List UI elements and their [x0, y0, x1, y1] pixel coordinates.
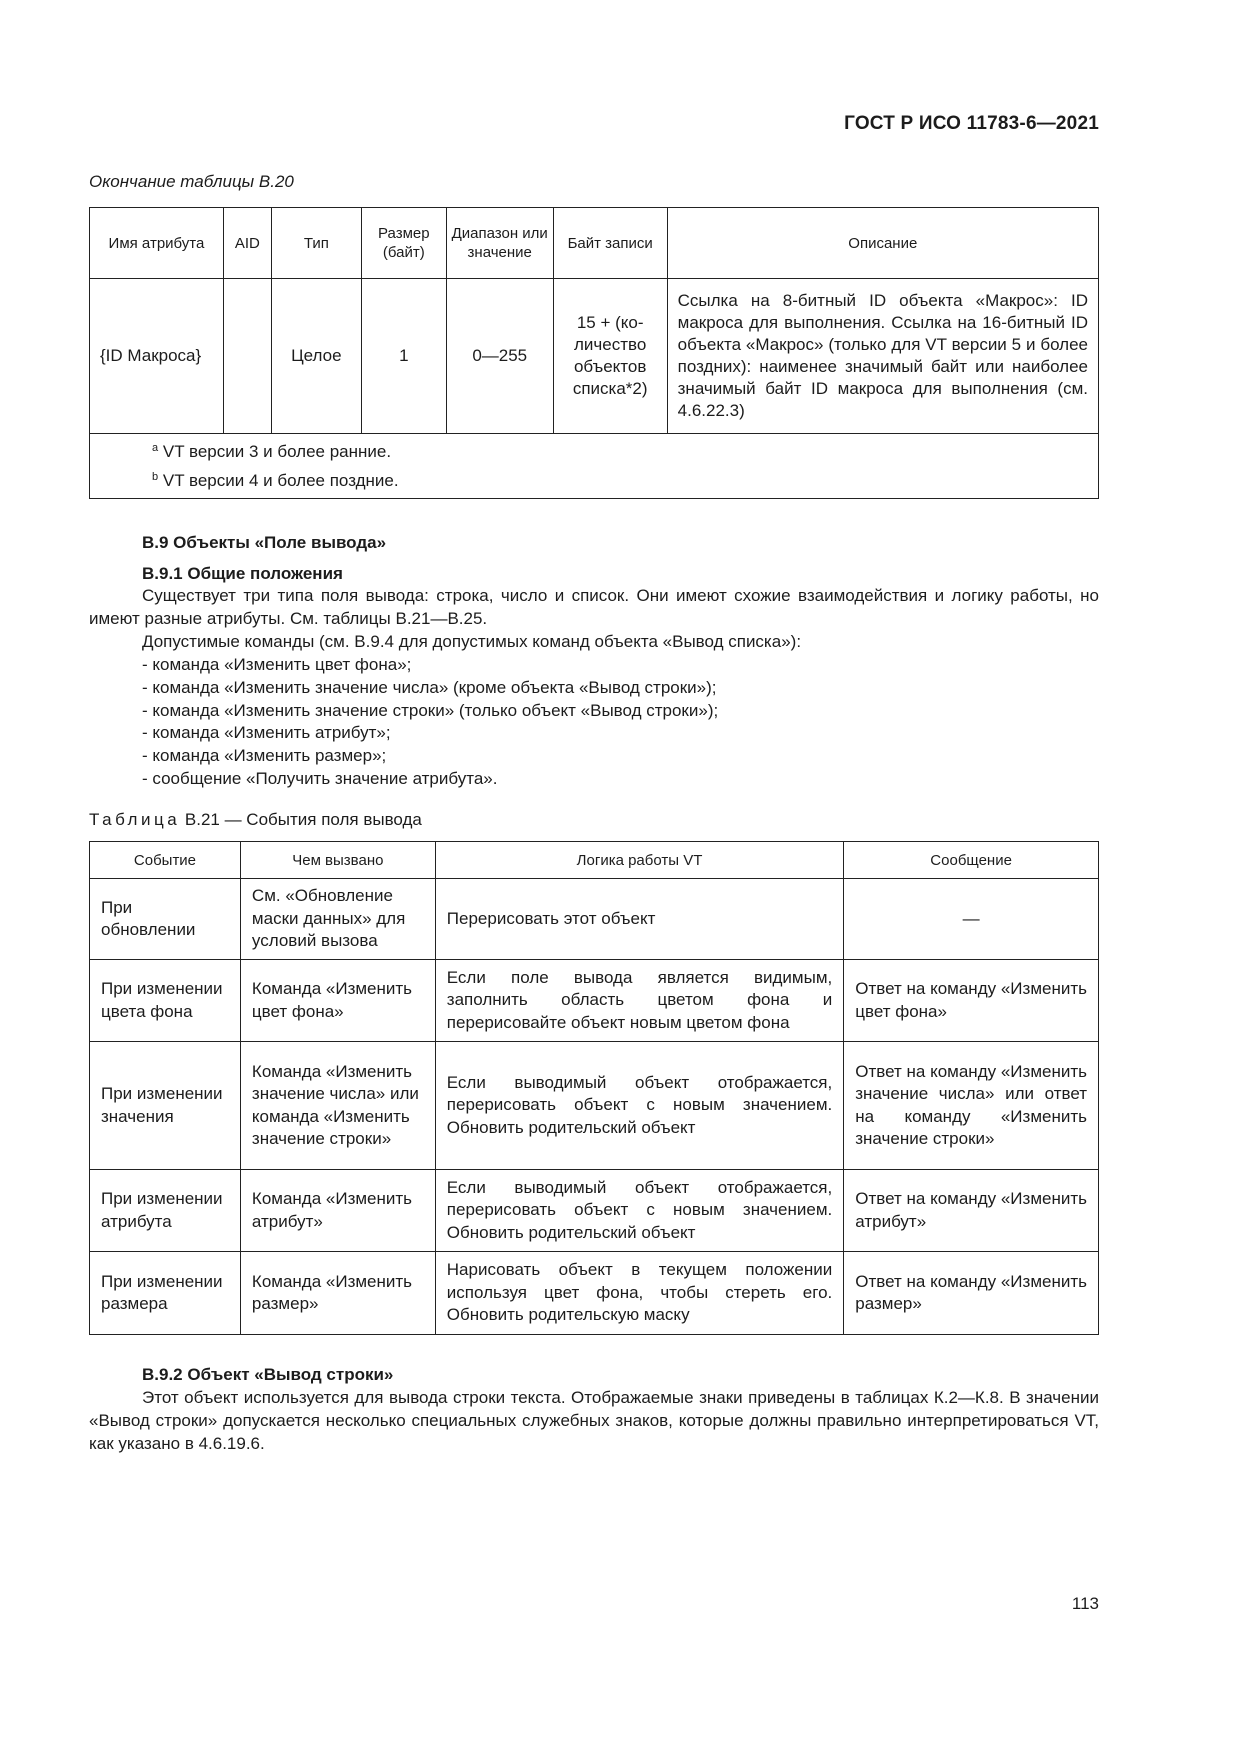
attributes-table [89, 207, 1099, 499]
table-footnotes-row [90, 434, 1099, 499]
logic-cell: Если выводимый объект отображается, перерисовать объект с новым значением. Обновить родительский объект [435, 1042, 843, 1170]
events-table [89, 841, 1099, 1335]
event-cell: При изменении значения [90, 1042, 241, 1170]
column-header: Событие [90, 842, 241, 879]
record-byte-cell: 15 + (ко-личество объектов списка*2) [553, 279, 667, 434]
logic-cell: Перерисовать этот объект [435, 879, 843, 960]
list-item: - сообщение «Получить значение атрибута». [142, 768, 498, 788]
paragraph: Существует три типа поля вывода: строка, число и список. Они имеют схожие взаимодействия и логику работы, но имеют разные атрибуты. См. таблицы В.21—В.25. [89, 586, 1099, 628]
paragraph: Этот объект используется для вывода строки текста. Отображаемые знаки приведены в таблицах К.2—К.8. В значении «Вывод строки» допускается несколько специальных служебных знаков, которые должны правильно интерпретироваться VT, как указано в 4.6.19.6. [89, 1388, 1099, 1453]
table-row [90, 879, 1099, 960]
event-cell: При изменении размера [90, 1252, 241, 1335]
table-caption-word: Таблица [89, 810, 181, 829]
column-header: Имя атрибута [90, 208, 224, 279]
list-item: - команда «Изменить атрибут»; [142, 723, 391, 743]
table-caption [89, 810, 422, 830]
column-header: AID [223, 208, 271, 279]
table-row [90, 1042, 1099, 1170]
list-item: - команда «Изменить цвет фона»; [142, 655, 412, 674]
list-item: - команда «Изменить значение числа» (кроме объекта «Вывод строки»); [142, 677, 717, 697]
event-cell: При изменении цвета фона [90, 960, 241, 1042]
logic-cell: Нарисовать объект в текущем положении используя цвет фона, чтобы стереть его. Обновить родительскую маску [435, 1252, 843, 1335]
column-header: Диапазон или значение [446, 208, 553, 279]
footnote [152, 437, 1098, 466]
range-cell: 0—255 [446, 279, 553, 434]
cause-cell: См. «Обновление маски данных» для условий вызова [240, 879, 435, 960]
cause-cell: Команда «Изменить атрибут» [240, 1170, 435, 1252]
subsection-title: В.9.2 Объект «Вывод строки» [142, 1365, 394, 1384]
footnotes-cell [90, 434, 1099, 499]
table-row [90, 1170, 1099, 1252]
commands-list [142, 654, 718, 791]
section-title: В.9 Объекты «Поле вывода» [142, 533, 387, 552]
page-number: 113 [1071, 1594, 1099, 1613]
table-row [90, 960, 1099, 1042]
cause-cell: Команда «Изменить размер» [240, 1252, 435, 1335]
footnote-mark: b [152, 471, 159, 483]
aid-cell [223, 279, 271, 434]
cause-cell: Команда «Изменить цвет фона» [240, 960, 435, 1042]
event-cell: При изменении атрибута [90, 1170, 241, 1252]
table-caption-text: В.21 — События поля вывода [184, 810, 422, 829]
commands-intro: Допустимые команды (см. В.9.4 для допустимых команд объекта «Вывод списка»): [142, 632, 802, 651]
table-header-row [90, 842, 1099, 879]
footnote [152, 466, 1098, 495]
list-item: - команда «Изменить значение строки» (только объект «Вывод строки»); [142, 700, 719, 720]
type-cell: Целое [271, 279, 361, 434]
table-continuation-caption: Окончание таблицы В.20 [89, 172, 294, 191]
table-row [90, 279, 1099, 434]
description-cell: Ссылка на 8-битный ID объекта «Макрос»: ID макроса для выполнения. Ссылка на 16-битный ID объекта «Макрос» (только для VT версии 5 и более поздних): наименее значимый байт или наиболее значимый байт ID макроса для выполнения (см. 4.6.22.3) [667, 279, 1098, 434]
logic-cell: Если выводимый объект отображается, перерисовать объект с новым значением. Обновить родительский объект [435, 1170, 843, 1252]
column-header: Логика работы VT [435, 842, 843, 879]
subsection-title: В.9.1 Общие положения [142, 564, 343, 583]
list-item: - команда «Изменить размер»; [142, 746, 387, 766]
message-cell: Ответ на команду «Изменить цвет фона» [844, 960, 1099, 1042]
column-header: Чем вызвано [240, 842, 435, 879]
logic-cell: Если поле вывода является видимым, заполнить область цветом фона и перерисовайте объект новым цветом фона [435, 960, 843, 1042]
column-header: Размер (байт) [361, 208, 446, 279]
column-header: Тип [271, 208, 361, 279]
table-header-row [90, 208, 1099, 279]
footnote-text: VT версии 4 и более поздние. [162, 471, 399, 490]
size-cell: 1 [361, 279, 446, 434]
standard-header: ГОСТ Р ИСО 11783-6—2021 [844, 113, 1099, 134]
footnote-text: VT версии 3 и более ранние. [162, 442, 392, 461]
column-header: Описание [667, 208, 1098, 279]
message-cell: Ответ на команду «Изменить размер» [844, 1252, 1099, 1335]
footnote-mark: a [152, 442, 159, 454]
message-cell: Ответ на команду «Изменить атрибут» [844, 1170, 1099, 1252]
column-header: Байт записи [553, 208, 667, 279]
column-header: Сообщение [844, 842, 1099, 879]
message-cell: Ответ на команду «Изменить значение числа» или ответ на команду «Изменить значение строки» [844, 1042, 1099, 1170]
cause-cell: Команда «Изменить значение числа» или команда «Изменить значение строки» [240, 1042, 435, 1170]
attribute-name-cell: {ID Макроса} [90, 279, 224, 434]
message-cell: — [844, 879, 1099, 960]
event-cell: При обновлении [90, 879, 241, 960]
table-row [90, 1252, 1099, 1335]
